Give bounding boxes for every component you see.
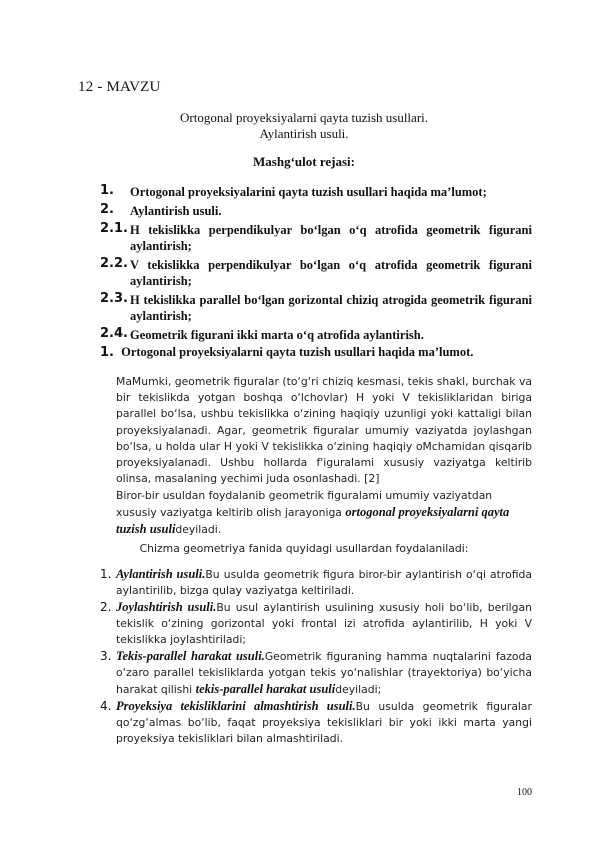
plan-item-text: Geometrik figurani ikki marta o‘q atrofida aylantirish. (130, 328, 424, 342)
method-text: Geometrik figuraning hamma nuqtalarini fazoda o‘zaro parallel tekisliklarda yotgan tekis yo‘nalishlar (trayektoriya) bo‘yicha harakat qilishi (116, 650, 533, 696)
method-number: 3. (100, 649, 112, 663)
plan-item-number: 2.1. (100, 221, 128, 236)
topic-subtitle (0, 110, 608, 142)
methods-intro: Chizma geometriya fanida quyidagi usullardan foydalaniladi: (139, 542, 469, 555)
method-tail: deyiladi; (335, 683, 382, 696)
subtitle-line-1: Ortogonal proyeksiyalarni qayta tuzish usullari. (179, 110, 429, 125)
page-number: 100 (517, 787, 532, 798)
plan-item (100, 203, 532, 219)
plan-item-text: V tekislikka perpendikulyar bo‘lgan o‘q atrofida geometrik figurani aylantirish; (130, 258, 532, 288)
method-term: Proyeksiya tekisliklarini almashtirish usuli. (116, 699, 356, 713)
method-number: 1. (100, 567, 112, 581)
plan-item (100, 222, 532, 254)
method-term: Tekis-parallel harakat usuli. (116, 649, 265, 663)
method-item (100, 566, 532, 599)
plan-title: Mashg‘ulot rejasi: (253, 154, 355, 169)
plan-item (100, 184, 532, 200)
paragraph-tail-text: deyiladi. (175, 523, 222, 537)
body-paragraph-2 (78, 488, 532, 539)
plan-item-number: 2.3. (100, 291, 128, 306)
plan-item-number: 2.2. (100, 256, 128, 271)
subtitle-line-2: Aylantirish usuli. (259, 126, 349, 141)
section-number: 1. (100, 345, 114, 360)
plan-item-text: Aylantirish usuli. (130, 204, 222, 218)
plan-item (100, 292, 532, 324)
section-title-text: Ortogonal proyeksiyalarni qayta tuzish usullari haqida ma’lumot. (121, 345, 474, 359)
method-text: Bu usul aylantirish usulining xususiy holi bo‘lib, berilgan tekislik o‘zining gorizontal yoki frontal izi atrofida aylantirilib, H yoki V tekislikka joylashtiriladi; (116, 601, 532, 646)
plan-list (100, 184, 532, 346)
emphasized-term: ortogonal proyeksiyalarni qayta tuzish usuli (116, 505, 510, 537)
paragraph-lead-text: Biror-bir usuldan foydalanib geometrik figuralami umumiy vaziyatdan xususiy vaziyatga keltirib olish jarayoniga (116, 489, 493, 520)
method-text: Bu usulda geometrik figuralar qo‘zg‘almas bo‘lib, faqat proyeksiya tekisliklari bir yoki ikki marta yangi proyeksiya tekisliklari bilan almashtiriladi. (116, 700, 532, 745)
plan-item (100, 257, 532, 289)
method-term: Aylantirish usuli. (116, 567, 206, 581)
method-item (100, 698, 532, 747)
method-item (100, 599, 532, 648)
section-heading (100, 345, 540, 360)
method-item (100, 648, 532, 698)
plan-item-text: H tekislikka parallel bo‘lgan gorizontal chiziq atrogida geometrik figurani aylantirish; (130, 293, 532, 323)
topic-heading: 12 - MAVZU (78, 79, 161, 95)
plan-item-number: 2. (100, 202, 114, 217)
plan-item-number: 1. (100, 183, 114, 198)
body-paragraph-1 (78, 374, 532, 487)
method-number: 2. (100, 600, 112, 614)
plan-item-text: Ortogonal proyeksiyalarini qayta tuzish usullari haqida ma’lumot; (130, 185, 487, 199)
plan-item (100, 327, 532, 343)
plan-item-number: 2.4. (100, 326, 128, 341)
paragraph-text (78, 488, 532, 539)
method-emphasis: tekis-parallel harakat usuli (195, 682, 336, 696)
paragraph-text: MaMumki, geometrik figuralar (to‘g‘ri chiziq kesmasi, tekis shakl, burchak va bir tekislikda yotgan boshqa o‘lchovlar) H yoki V tekisliklaridan biriga parallel bo‘lsa, ushbu tekislikka o‘zining haqiqiy uzunligi yoki kattaligi bilan proyeksiyalanadi. Agar, geometrik figuralar umumiy vaziyatda joylashgan bo‘lsa, u holda ular H yoki V tekislikka o‘zining haqiqiy oMchamidan qisqarib proyeksiyalanadi. Ushbu hollarda f'iguralami xususiy vaziyatga keltirib olinsa, masalaning yechimi juda osonlashadi. [2] (116, 375, 532, 486)
method-text: Bu usulda geometrik figura biror-bir aylantirish o‘qi atrofida aylantirilib, bizga qulay vaziyatga keltiriladi. (116, 568, 532, 597)
methods-list (100, 566, 532, 747)
method-term: Joylashtirish usuli. (116, 600, 217, 614)
method-number: 4. (100, 699, 112, 713)
plan-item-text: H tekislikka perpendikulyar bo‘lgan o‘q atrofida geometrik figurani aylantirish; (130, 223, 532, 253)
